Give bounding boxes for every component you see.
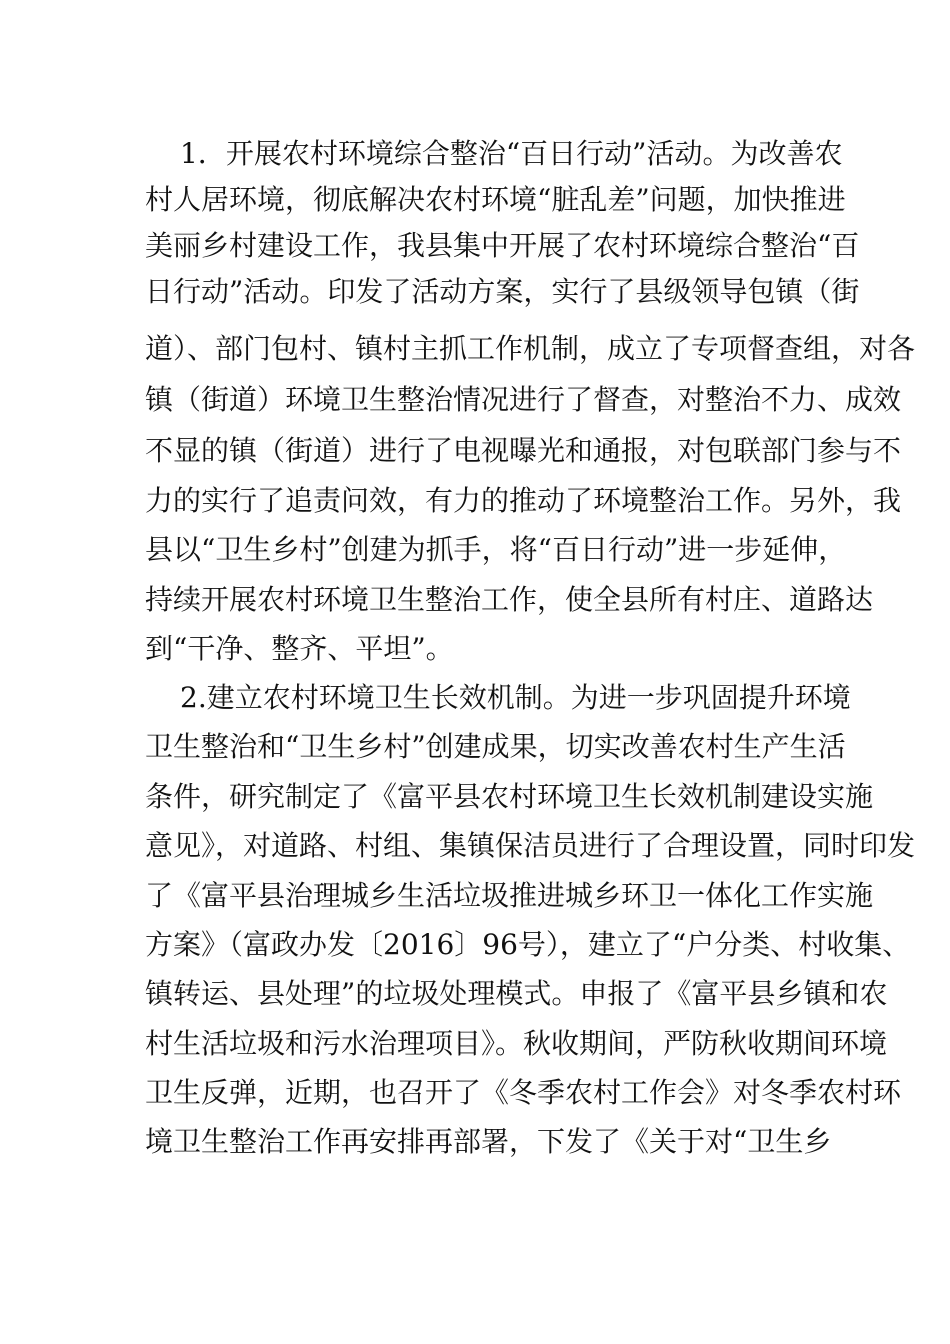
paragraph-2-line-4: 意见》，对道路、村组、集镇保洁员进行了合理设置，同时印发 bbox=[145, 829, 916, 862]
paragraph-1-line-9: 县以“卫生乡村”创建为抓手，将“百日行动”进一步延伸， bbox=[145, 533, 847, 566]
paragraph-1-line-2: 村人居环境，彻底解决农村环境“脏乱差”问题，加快推进 bbox=[145, 183, 846, 216]
paragraph-1-line-8: 力的实行了追责问效，有力的推动了环境整治工作。另外，我 bbox=[145, 484, 902, 517]
paragraph-1-line-11: 到“干净、整齐、平坦”。 bbox=[145, 632, 454, 665]
paragraph-2-line-6: 方案》（富政办发〔2016〕96号），建立了“户分类、村收集、 bbox=[145, 928, 911, 961]
paragraph-2-line-1: 2.建立农村环境卫生长效机制。为进一步巩固提升环境 bbox=[180, 681, 851, 714]
paragraph-1-line-1: 1．开展农村环境综合整治“百日行动”活动。为改善农 bbox=[180, 137, 843, 170]
paragraph-2-line-2: 卫生整治和“卫生乡村”创建成果，切实改善农村生产生活 bbox=[145, 730, 846, 763]
paragraph-2-line-9: 卫生反弹，近期，也召开了《冬季农村工作会》对冬季农村环 bbox=[145, 1076, 902, 1109]
paragraph-1-line-5: 道）、部门包村、镇村主抓工作机制，成立了专项督查组，对各 bbox=[145, 332, 916, 365]
paragraph-2-line-8: 村生活垃圾和污水治理项目》。秋收期间，严防秋收期间环境 bbox=[145, 1027, 888, 1060]
paragraph-2-line-7: 镇转运、县处理”的垃圾处理模式。申报了《富平县乡镇和农 bbox=[145, 977, 888, 1010]
paragraph-2-line-3: 条件，研究制定了《富平县农村环境卫生长效机制建设实施 bbox=[145, 780, 874, 813]
paragraph-2-line-5: 了《富平县治理城乡生活垃圾推进城乡环卫一体化工作实施 bbox=[145, 879, 874, 912]
paragraph-1-line-6: 镇（街道）环境卫生整治情况进行了督查，对整治不力、成效 bbox=[145, 383, 902, 416]
paragraph-1-line-7: 不显的镇（街道）进行了电视曝光和通报，对包联部门参与不 bbox=[145, 434, 902, 467]
paragraph-2-line-10: 境卫生整治工作再安排再部署，下发了《关于对“卫生乡 bbox=[145, 1125, 832, 1158]
paragraph-1-line-3: 美丽乡村建设工作，我县集中开展了农村环境综合整治“百 bbox=[145, 229, 860, 262]
paragraph-1-line-10: 持续开展农村环境卫生整治工作，使全县所有村庄、道路达 bbox=[145, 583, 874, 616]
paragraph-1-line-4: 日行动”活动。印发了活动方案，实行了县级领导包镇（街 bbox=[145, 275, 860, 308]
